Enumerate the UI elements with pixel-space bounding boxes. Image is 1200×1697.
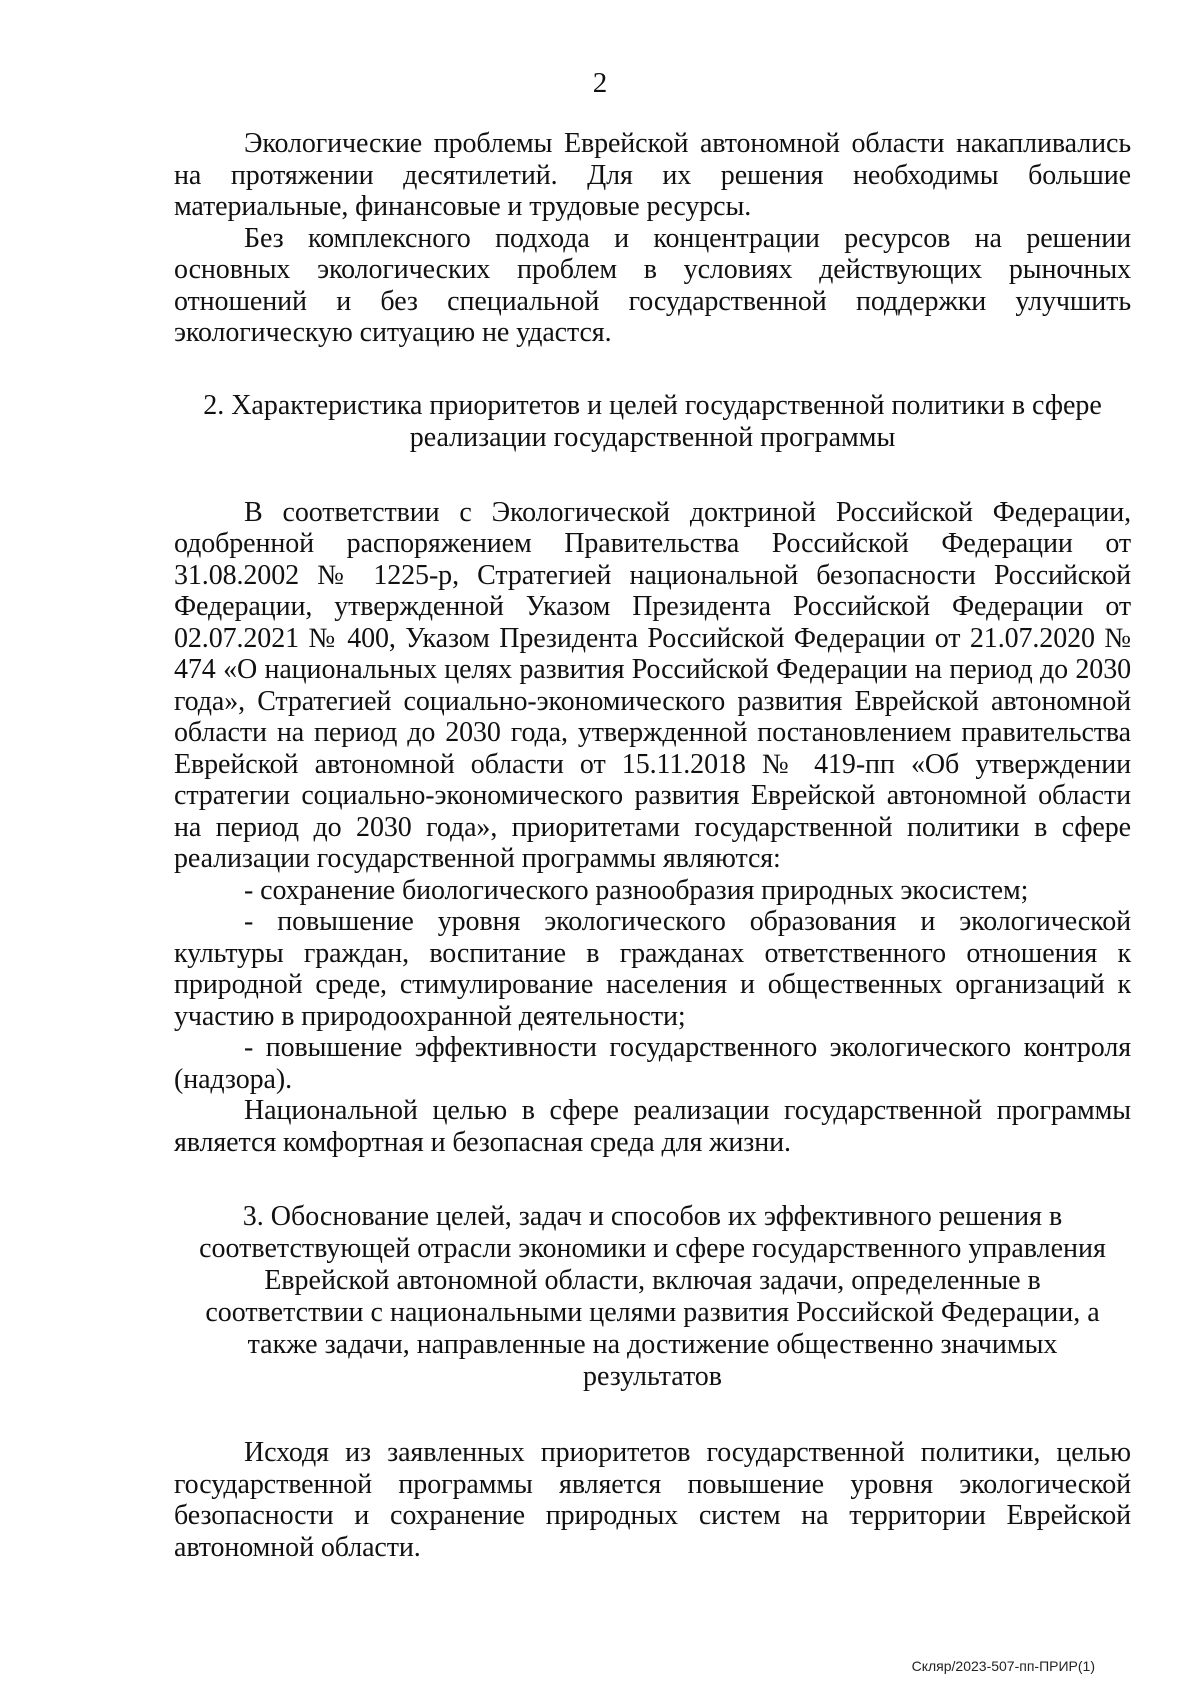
section-paragraph: В соответствии с Экологической доктриной Российской Федерации, одобренной распоряжением Правительства Российской Федерации от 31.08.2002 № 1225-р, Стратегией национальной безопасности Российской Федерации, утвержденной Указом Президента Российской Федерации от 02.07.2021 № 400, Указом Президента Российской Федерации от 21.07.2020 № 474 «О национальных целях развития Российской Федерации на период до 2030 года», Стратегией социально-экономического развития Еврейской автономной области на период до 2030 года, утвержденной постановлением правительства Еврейской автономной области от 15.11.2018 № 419-пп «Об утверждении стратегии социально-экономического развития Еврейской автономной области на период до 2030 года», приоритетами государственной политики в сфере реализации государственной программы являются: <box>174 496 1131 874</box>
section-paragraph: Исходя из заявленных приоритетов государственной политики, целью государственной программы является повышение уровня экологической безопасности и сохранение природных систем на территории Еврейской автономной области. <box>174 1437 1131 1563</box>
section-heading: 3. Обоснование целей, задач и способов их эффективного решения в соответствующей отрасли экономики и сфере государственного управления Еврейской автономной области, включая задачи, определенные в соответствии с национальными целями развития Российской Федерации, а также задачи, направленные на достижение общественно значимых результатов <box>199 1201 1106 1392</box>
intro-paragraph: Экологические проблемы Еврейской автономной области накапливались на протяжении десятилетий. Для их решения необходимы большие материальные, финансовые и трудовые ресурсы. <box>174 128 1131 222</box>
section-heading: 2. Характеристика приоритетов и целей государственной политики в сфере реализации государственной программы <box>203 389 1102 453</box>
section-paragraph: Национальной целью в сфере реализации государственной программы является комфортная и безопасная среда для жизни. <box>174 1095 1131 1158</box>
document-body <box>174 128 1131 1563</box>
page-number: 2 <box>592 67 608 99</box>
list-item: - повышение эффективности государственного экологического контроля (надзора). <box>174 1032 1131 1095</box>
intro-paragraph: Без комплексного подхода и концентрации ресурсов на решении основных экологических проблем в условиях действующих рыночных отношений и без специальной государственной поддержки улучшить экологическую ситуацию не удастся. <box>174 222 1131 348</box>
document-registration-code: Скляр/2023-507-пп-ПРИР(1) <box>911 1658 1095 1674</box>
list-item: - повышение уровня экологического образования и экологической культуры граждан, воспитание в гражданах ответственного отношения к природной среде, стимулирование населения и общественных организаций к участию в природоохранной деятельности; <box>174 906 1131 1032</box>
list-item: - сохранение биологического разнообразия природных экосистем; <box>244 874 1029 906</box>
